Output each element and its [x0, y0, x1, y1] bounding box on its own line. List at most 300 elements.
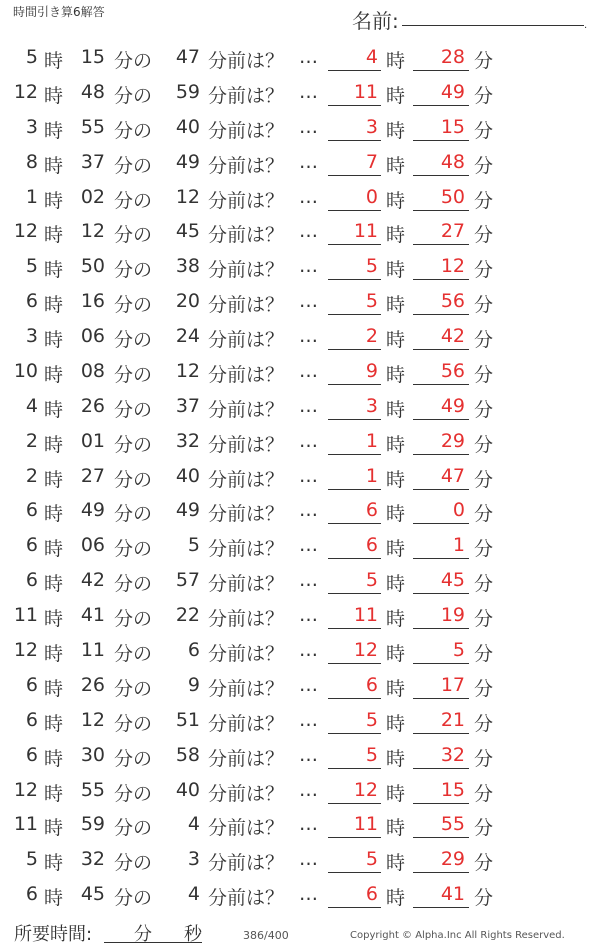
answer-minute-unit: 分 — [474, 363, 494, 386]
answer-hour-unit: 時 — [386, 329, 406, 351]
problem-row — [0, 424, 600, 459]
answer-hour-unit: 時 — [386, 538, 406, 561]
problem-minute: 26 — [80, 394, 105, 417]
answer-minute[interactable]: 41 — [440, 883, 465, 906]
answer-minute-line — [413, 175, 469, 176]
problem-hour: 1 — [25, 185, 38, 208]
subtract-minutes: 40 — [175, 778, 200, 801]
answer-minute-line — [413, 803, 469, 804]
answer-hour[interactable]: 11 — [353, 80, 378, 103]
problem-row — [0, 598, 600, 633]
answer-hour[interactable]: 6 — [365, 499, 378, 522]
problem-minute: 55 — [80, 115, 105, 138]
subtract-minutes: 57 — [175, 569, 200, 592]
minutes-before-label: 分前は？ — [208, 433, 285, 456]
answer-minute-line — [413, 489, 469, 490]
answer-minute-line — [413, 593, 469, 594]
answer-hour[interactable]: 3 — [365, 394, 378, 417]
problem-hour: 5 — [25, 46, 38, 68]
subtract-minutes: 40 — [175, 115, 200, 138]
page-number: 386/400 — [243, 929, 289, 942]
answer-minute-unit: 分 — [474, 433, 494, 456]
answer-minute[interactable]: 15 — [440, 778, 465, 801]
answer-hour-line — [328, 349, 381, 350]
hour-unit: 時 — [44, 712, 64, 735]
answer-hour-unit: 時 — [386, 852, 406, 875]
hour-unit: 時 — [44, 573, 64, 596]
problem-minute: 27 — [80, 464, 105, 487]
answer-minute-unit: 分 — [474, 119, 494, 142]
problem-minute: 01 — [80, 429, 105, 452]
answer-minute-unit: 分 — [474, 189, 494, 212]
answer-minute-unit: 分 — [474, 50, 494, 72]
answer-hour-line — [328, 768, 381, 769]
minutes-before-label: 分前は？ — [208, 608, 285, 631]
hour-unit: 時 — [44, 189, 64, 212]
answer-hour-line — [328, 244, 381, 245]
answer-minute[interactable]: 47 — [440, 464, 465, 487]
answer-minute-unit: 分 — [474, 329, 494, 351]
name-field[interactable] — [402, 25, 584, 26]
minute-of-label: 分の — [114, 852, 153, 875]
problem-hour: 3 — [25, 325, 38, 347]
ellipsis: … — [299, 604, 318, 627]
problem-hour: 6 — [25, 499, 38, 522]
subtract-minutes: 59 — [175, 80, 200, 103]
answer-minute[interactable]: 49 — [440, 394, 465, 417]
hour-unit: 時 — [44, 119, 64, 142]
answer-hour-unit: 時 — [386, 398, 406, 421]
problem-hour: 12 — [13, 639, 38, 661]
answer-hour-line — [328, 872, 381, 873]
answer-hour[interactable]: 6 — [365, 534, 378, 557]
ellipsis: … — [299, 115, 318, 138]
ellipsis: … — [299, 290, 318, 313]
subtract-minutes: 32 — [175, 429, 200, 452]
minute-of-label: 分の — [114, 887, 153, 910]
minute-of-label: 分の — [114, 294, 153, 317]
problem-hour: 6 — [25, 569, 38, 592]
problem-row — [0, 738, 600, 773]
minute-of-label: 分の — [114, 538, 153, 561]
ellipsis: … — [299, 80, 318, 103]
minute-of-label: 分の — [114, 573, 153, 596]
problem-hour: 12 — [13, 80, 38, 103]
problem-minute: 12 — [80, 708, 105, 731]
answer-minute-line — [413, 768, 469, 769]
answer-hour[interactable]: 5 — [365, 743, 378, 766]
answer-hour-line — [328, 140, 381, 141]
subtract-minutes: 3 — [187, 848, 200, 871]
problem-minute: 16 — [80, 290, 105, 313]
problem-minute: 49 — [80, 499, 105, 522]
answer-hour-unit: 時 — [386, 817, 406, 840]
answer-minute-line — [413, 628, 469, 629]
answer-hour-unit: 時 — [386, 887, 406, 910]
copyright-notice: Copyright © Alpha.Inc All Rights Reserved. — [350, 930, 565, 941]
problem-row — [0, 493, 600, 528]
minutes-before-label: 分前は？ — [208, 712, 285, 735]
subtract-minutes: 24 — [175, 325, 200, 347]
minute-of-label: 分の — [114, 747, 153, 770]
answer-minute-line — [413, 314, 469, 315]
hour-unit: 時 — [44, 329, 64, 351]
hour-unit: 時 — [44, 154, 64, 177]
minute-of-label: 分の — [114, 363, 153, 386]
answer-hour[interactable]: 5 — [365, 255, 378, 278]
minutes-before-label: 分前は？ — [208, 224, 285, 247]
time-taken-minute-unit: 分 — [134, 924, 152, 945]
answer-hour-line — [328, 523, 381, 524]
subtract-minutes: 6 — [187, 639, 200, 661]
minutes-before-label: 分前は？ — [208, 50, 285, 72]
answer-hour-line — [328, 384, 381, 385]
problem-row — [0, 214, 600, 249]
answer-hour[interactable]: 5 — [365, 569, 378, 592]
answer-minute-line — [413, 733, 469, 734]
minute-of-label: 分の — [114, 608, 153, 631]
problem-minute: 48 — [80, 80, 105, 103]
subtract-minutes: 49 — [175, 150, 200, 173]
answer-hour[interactable]: 5 — [365, 708, 378, 731]
hour-unit: 時 — [44, 259, 64, 282]
answer-minute-unit: 分 — [474, 259, 494, 282]
hour-unit: 時 — [44, 468, 64, 491]
problem-minute: 08 — [80, 359, 105, 382]
time-taken-second-unit: 秒 — [184, 924, 202, 945]
problem-hour: 5 — [25, 255, 38, 278]
problem-hour: 6 — [25, 708, 38, 731]
hour-unit: 時 — [44, 608, 64, 631]
answer-hour-unit: 時 — [386, 154, 406, 177]
answer-minute[interactable]: 56 — [440, 290, 465, 313]
answer-minute-unit: 分 — [474, 817, 494, 840]
ellipsis: … — [299, 46, 318, 68]
minute-of-label: 分の — [114, 259, 153, 282]
problem-row — [0, 180, 600, 215]
answer-hour-line — [328, 628, 381, 629]
minutes-before-label: 分前は？ — [208, 817, 285, 840]
answer-minute[interactable]: 28 — [440, 46, 465, 68]
answer-minute-unit: 分 — [474, 398, 494, 421]
problem-minute: 45 — [80, 883, 105, 906]
answer-hour[interactable]: 12 — [353, 639, 378, 661]
answer-minute[interactable]: 55 — [440, 813, 465, 836]
problem-row — [0, 389, 600, 424]
problem-hour: 2 — [25, 429, 38, 452]
answer-hour[interactable]: 5 — [365, 848, 378, 871]
answer-hour-line — [328, 803, 381, 804]
answer-minute[interactable]: 17 — [440, 673, 465, 696]
answer-hour-line — [328, 175, 381, 176]
problem-row — [0, 110, 600, 145]
answer-hour-line — [328, 907, 381, 908]
answer-minute-unit: 分 — [474, 677, 494, 700]
hour-unit: 時 — [44, 677, 64, 700]
ellipsis: … — [299, 429, 318, 452]
problem-minute: 06 — [80, 325, 105, 347]
answer-hour[interactable]: 11 — [353, 604, 378, 627]
answer-minute[interactable]: 45 — [440, 569, 465, 592]
answer-minute-line — [413, 558, 469, 559]
ellipsis: … — [299, 394, 318, 417]
problem-hour: 5 — [25, 848, 38, 871]
minutes-before-label: 分前は？ — [208, 573, 285, 596]
answer-hour-unit: 時 — [386, 50, 406, 72]
answer-hour[interactable]: 9 — [365, 359, 378, 382]
answer-minute[interactable]: 49 — [440, 80, 465, 103]
answer-minute[interactable]: 27 — [440, 220, 465, 243]
answer-minute[interactable]: 42 — [440, 325, 465, 347]
answer-minute[interactable]: 1 — [452, 534, 465, 557]
answer-minute[interactable]: 29 — [440, 848, 465, 871]
answer-hour[interactable]: 2 — [365, 325, 378, 347]
answer-hour-line — [328, 279, 381, 280]
answer-hour-line — [328, 733, 381, 734]
minute-of-label: 分の — [114, 329, 153, 351]
answer-minute[interactable]: 19 — [440, 604, 465, 627]
minutes-before-label: 分前は？ — [208, 398, 285, 421]
problem-minute: 26 — [80, 673, 105, 696]
hour-unit: 時 — [44, 50, 64, 72]
problem-row — [0, 668, 600, 703]
hour-unit: 時 — [44, 852, 64, 875]
answer-minute-unit: 分 — [474, 608, 494, 631]
subtract-minutes: 51 — [175, 708, 200, 731]
minutes-before-label: 分前は？ — [208, 84, 285, 107]
answer-hour-line — [328, 70, 381, 71]
answer-minute[interactable]: 48 — [440, 150, 465, 173]
problem-row — [0, 528, 600, 563]
answer-hour-unit: 時 — [386, 189, 406, 212]
minute-of-label: 分の — [114, 817, 153, 840]
answer-hour[interactable]: 11 — [353, 220, 378, 243]
answer-hour[interactable]: 7 — [365, 150, 378, 173]
minute-of-label: 分の — [114, 643, 153, 665]
answer-hour-unit: 時 — [386, 119, 406, 142]
problem-row — [0, 354, 600, 389]
problem-row — [0, 319, 600, 354]
minutes-before-label: 分前は？ — [208, 119, 285, 142]
answer-minute-line — [413, 210, 469, 211]
answer-minute-unit: 分 — [474, 84, 494, 107]
minutes-before-label: 分前は？ — [208, 643, 285, 665]
answer-hour-unit: 時 — [386, 712, 406, 735]
hour-unit: 時 — [44, 294, 64, 317]
minute-of-label: 分の — [114, 224, 153, 247]
answer-minute-line — [413, 140, 469, 141]
answer-minute[interactable]: 32 — [440, 743, 465, 766]
hour-unit: 時 — [44, 433, 64, 456]
answer-minute-unit: 分 — [474, 503, 494, 526]
problem-row — [0, 563, 600, 598]
answer-minute-unit: 分 — [474, 468, 494, 491]
ellipsis: … — [299, 813, 318, 836]
problem-row — [0, 842, 600, 877]
minutes-before-label: 分前は？ — [208, 538, 285, 561]
problem-row — [0, 877, 600, 912]
answer-hour-line — [328, 314, 381, 315]
problem-minute: 37 — [80, 150, 105, 173]
problem-hour: 3 — [25, 115, 38, 138]
problem-row — [0, 807, 600, 842]
minute-of-label: 分の — [114, 84, 153, 107]
minutes-before-label: 分前は？ — [208, 154, 285, 177]
problem-row — [0, 633, 600, 668]
problem-minute: 11 — [80, 639, 105, 661]
answer-hour-unit: 時 — [386, 363, 406, 386]
problem-hour: 6 — [25, 673, 38, 696]
subtract-minutes: 37 — [175, 394, 200, 417]
ellipsis: … — [299, 185, 318, 208]
problem-minute: 06 — [80, 534, 105, 557]
subtract-minutes: 20 — [175, 290, 200, 313]
answer-hour[interactable]: 11 — [353, 813, 378, 836]
answer-minute[interactable]: 5 — [452, 639, 465, 661]
subtract-minutes: 5 — [187, 534, 200, 557]
ellipsis: … — [299, 708, 318, 731]
hour-unit: 時 — [44, 503, 64, 526]
hour-unit: 時 — [44, 747, 64, 770]
name-end-mark: . — [584, 20, 588, 31]
minute-of-label: 分の — [114, 677, 153, 700]
answer-hour[interactable]: 0 — [365, 185, 378, 208]
answer-minute-line — [413, 349, 469, 350]
subtract-minutes: 9 — [187, 673, 200, 696]
subtract-minutes: 4 — [187, 813, 200, 836]
problem-row — [0, 75, 600, 110]
problem-hour: 6 — [25, 743, 38, 766]
subtract-minutes: 58 — [175, 743, 200, 766]
ellipsis: … — [299, 150, 318, 173]
answer-minute[interactable]: 21 — [440, 708, 465, 731]
ellipsis: … — [299, 639, 318, 661]
answer-minute-line — [413, 279, 469, 280]
hour-unit: 時 — [44, 817, 64, 840]
hour-unit: 時 — [44, 538, 64, 561]
answer-hour-line — [328, 489, 381, 490]
problem-minute: 12 — [80, 220, 105, 243]
minute-of-label: 分の — [114, 503, 153, 526]
problem-minute: 41 — [80, 604, 105, 627]
subtract-minutes: 22 — [175, 604, 200, 627]
answer-hour-line — [328, 105, 381, 106]
answer-hour[interactable]: 3 — [365, 115, 378, 138]
answer-minute-unit: 分 — [474, 643, 494, 665]
answer-hour[interactable]: 5 — [365, 290, 378, 313]
answer-minute[interactable]: 12 — [440, 255, 465, 278]
minutes-before-label: 分前は？ — [208, 189, 285, 212]
problem-row — [0, 703, 600, 738]
answer-hour[interactable]: 6 — [365, 673, 378, 696]
subtract-minutes: 12 — [175, 185, 200, 208]
ellipsis: … — [299, 673, 318, 696]
answer-minute[interactable]: 15 — [440, 115, 465, 138]
minute-of-label: 分の — [114, 119, 153, 142]
problem-row — [0, 284, 600, 319]
problem-minute: 50 — [80, 255, 105, 278]
answer-minute[interactable]: 56 — [440, 359, 465, 382]
problem-row — [0, 40, 600, 75]
problem-minute: 59 — [80, 813, 105, 836]
answer-minute-unit: 分 — [474, 573, 494, 596]
answer-hour-unit: 時 — [386, 643, 406, 665]
answer-minute-line — [413, 384, 469, 385]
name-label: 名前: — [352, 9, 399, 33]
minutes-before-label: 分前は？ — [208, 852, 285, 875]
minutes-before-label: 分前は？ — [208, 363, 285, 386]
minutes-before-label: 分前は？ — [208, 503, 285, 526]
answer-minute-line — [413, 244, 469, 245]
answer-hour[interactable]: 4 — [365, 46, 378, 68]
problem-minute: 02 — [80, 185, 105, 208]
answer-hour-unit: 時 — [386, 224, 406, 247]
ellipsis: … — [299, 325, 318, 347]
minute-of-label: 分の — [114, 50, 153, 72]
answer-hour-unit: 時 — [386, 782, 406, 805]
problem-minute: 55 — [80, 778, 105, 801]
problem-hour: 6 — [25, 290, 38, 313]
answer-minute[interactable]: 50 — [440, 185, 465, 208]
answer-hour-unit: 時 — [386, 573, 406, 596]
hour-unit: 時 — [44, 887, 64, 910]
answer-hour-unit: 時 — [386, 747, 406, 770]
answer-hour[interactable]: 12 — [353, 778, 378, 801]
minute-of-label: 分の — [114, 398, 153, 421]
problem-minute: 42 — [80, 569, 105, 592]
answer-minute-line — [413, 872, 469, 873]
hour-unit: 時 — [44, 84, 64, 107]
minute-of-label: 分の — [114, 154, 153, 177]
page-title: 時間引き算6解答 — [13, 5, 105, 19]
problem-hour: 12 — [13, 778, 38, 801]
minutes-before-label: 分前は？ — [208, 468, 285, 491]
answer-minute-line — [413, 523, 469, 524]
problem-hour: 2 — [25, 464, 38, 487]
hour-unit: 時 — [44, 643, 64, 665]
problem-hour: 4 — [25, 394, 38, 417]
answer-hour-unit: 時 — [386, 259, 406, 282]
problem-minute: 30 — [80, 743, 105, 766]
problem-hour: 12 — [13, 220, 38, 243]
problem-minute: 15 — [80, 46, 105, 68]
ellipsis: … — [299, 255, 318, 278]
answer-minute[interactable]: 0 — [452, 499, 465, 522]
subtract-minutes: 38 — [175, 255, 200, 278]
ellipsis: … — [299, 743, 318, 766]
answer-minute-line — [413, 70, 469, 71]
ellipsis: … — [299, 848, 318, 871]
ellipsis: … — [299, 534, 318, 557]
minutes-before-label: 分前は？ — [208, 259, 285, 282]
answer-hour-line — [328, 558, 381, 559]
hour-unit: 時 — [44, 224, 64, 247]
answer-minute-line — [413, 698, 469, 699]
answer-hour[interactable]: 1 — [365, 429, 378, 452]
answer-minute[interactable]: 29 — [440, 429, 465, 452]
minute-of-label: 分の — [114, 712, 153, 735]
answer-hour[interactable]: 6 — [365, 883, 378, 906]
answer-minute-line — [413, 454, 469, 455]
answer-hour[interactable]: 1 — [365, 464, 378, 487]
minute-of-label: 分の — [114, 782, 153, 805]
minutes-before-label: 分前は？ — [208, 747, 285, 770]
answer-minute-line — [413, 105, 469, 106]
problem-hour: 11 — [13, 604, 38, 627]
answer-minute-unit: 分 — [474, 782, 494, 805]
answer-hour-unit: 時 — [386, 608, 406, 631]
hour-unit: 時 — [44, 363, 64, 386]
